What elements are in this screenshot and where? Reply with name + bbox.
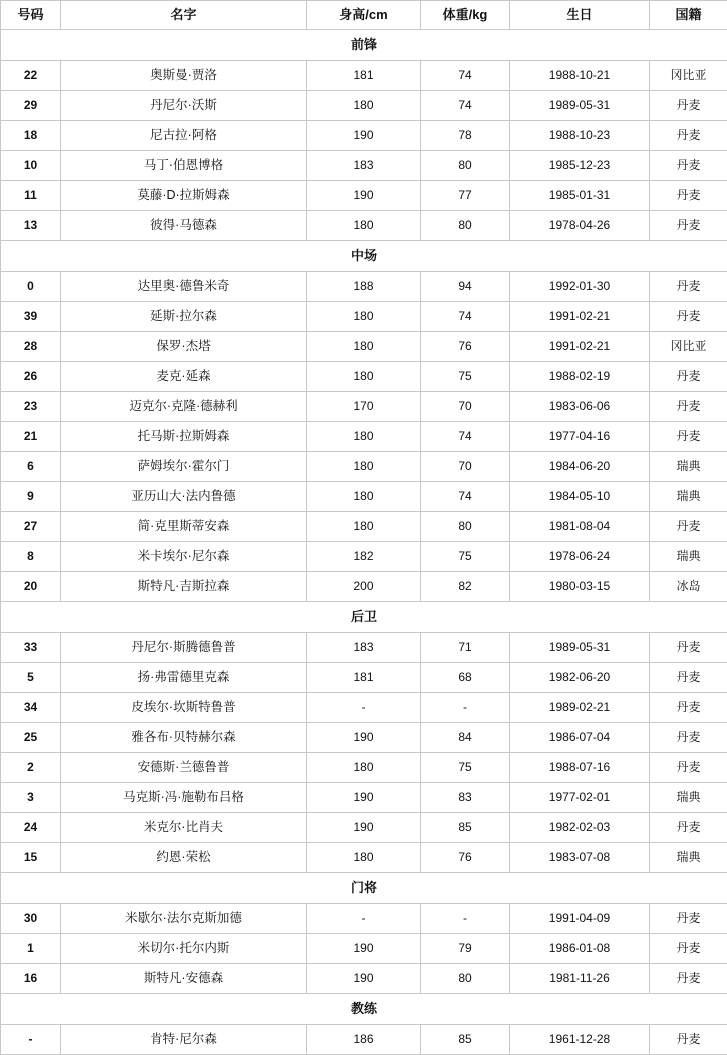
table-row xyxy=(1,813,727,843)
cell-birthday: 1983-07-08 xyxy=(510,843,650,873)
cell-number: - xyxy=(1,1025,61,1055)
cell-weight: 83 xyxy=(421,783,510,813)
table-row xyxy=(1,332,727,362)
cell-nationality: 丹麦 xyxy=(650,362,727,392)
cell-number: 30 xyxy=(1,904,61,934)
cell-weight: 70 xyxy=(421,452,510,482)
cell-birthday: 1981-08-04 xyxy=(510,512,650,542)
cell-name: 迈克尔·克隆·德赫利 xyxy=(61,392,307,422)
cell-nationality: 丹麦 xyxy=(650,91,727,121)
cell-name: 萨姆埃尔·霍尔门 xyxy=(61,452,307,482)
cell-weight: 80 xyxy=(421,211,510,241)
table-row xyxy=(1,753,727,783)
cell-name: 雅各布·贝特赫尔森 xyxy=(61,723,307,753)
table-row xyxy=(1,121,727,151)
cell-nationality: 丹麦 xyxy=(650,151,727,181)
cell-number: 18 xyxy=(1,121,61,151)
cell-birthday: 1988-07-16 xyxy=(510,753,650,783)
cell-number: 6 xyxy=(1,452,61,482)
section-row xyxy=(1,602,727,633)
cell-birthday: 1989-02-21 xyxy=(510,693,650,723)
cell-weight: 78 xyxy=(421,121,510,151)
cell-name: 肯特·尼尔森 xyxy=(61,1025,307,1055)
cell-weight: 74 xyxy=(421,91,510,121)
table-row xyxy=(1,302,727,332)
cell-weight: - xyxy=(421,904,510,934)
table-row xyxy=(1,211,727,241)
cell-birthday: 1984-05-10 xyxy=(510,482,650,512)
cell-birthday: 1988-02-19 xyxy=(510,362,650,392)
table-row xyxy=(1,482,727,512)
cell-nationality: 丹麦 xyxy=(650,663,727,693)
section-title: 教练 xyxy=(1,994,727,1025)
cell-birthday: 1978-04-26 xyxy=(510,211,650,241)
cell-height: 180 xyxy=(307,332,421,362)
cell-weight: 84 xyxy=(421,723,510,753)
cell-name: 丹尼尔·斯腾德鲁普 xyxy=(61,633,307,663)
cell-height: 183 xyxy=(307,633,421,663)
cell-number: 29 xyxy=(1,91,61,121)
cell-height: 200 xyxy=(307,572,421,602)
cell-nationality: 丹麦 xyxy=(650,512,727,542)
cell-height: 181 xyxy=(307,61,421,91)
cell-name: 米切尔·托尔内斯 xyxy=(61,934,307,964)
cell-weight: 82 xyxy=(421,572,510,602)
section-row xyxy=(1,994,727,1025)
cell-number: 11 xyxy=(1,181,61,211)
cell-birthday: 1989-05-31 xyxy=(510,91,650,121)
cell-birthday: 1988-10-21 xyxy=(510,61,650,91)
table-row xyxy=(1,392,727,422)
column-header-height: 身高/cm xyxy=(307,1,421,30)
cell-name: 扬·弗雷德里克森 xyxy=(61,663,307,693)
cell-birthday: 1983-06-06 xyxy=(510,392,650,422)
cell-height: 170 xyxy=(307,392,421,422)
cell-name: 莫藤·D·拉斯姆森 xyxy=(61,181,307,211)
cell-birthday: 1991-04-09 xyxy=(510,904,650,934)
cell-number: 34 xyxy=(1,693,61,723)
cell-number: 33 xyxy=(1,633,61,663)
cell-height: 180 xyxy=(307,843,421,873)
table-row xyxy=(1,572,727,602)
cell-nationality: 丹麦 xyxy=(650,753,727,783)
cell-nationality: 丹麦 xyxy=(650,422,727,452)
cell-birthday: 1981-11-26 xyxy=(510,964,650,994)
cell-nationality: 丹麦 xyxy=(650,934,727,964)
cell-weight: 94 xyxy=(421,272,510,302)
cell-weight: 75 xyxy=(421,753,510,783)
cell-nationality: 瑞典 xyxy=(650,783,727,813)
section-title: 前锋 xyxy=(1,30,727,61)
cell-number: 39 xyxy=(1,302,61,332)
cell-weight: 68 xyxy=(421,663,510,693)
table-row xyxy=(1,663,727,693)
cell-weight: 85 xyxy=(421,1025,510,1055)
cell-number: 25 xyxy=(1,723,61,753)
cell-number: 27 xyxy=(1,512,61,542)
table-row xyxy=(1,91,727,121)
cell-weight: - xyxy=(421,693,510,723)
cell-height: 190 xyxy=(307,813,421,843)
cell-birthday: 1991-02-21 xyxy=(510,302,650,332)
cell-height: 180 xyxy=(307,512,421,542)
cell-name: 保罗·杰塔 xyxy=(61,332,307,362)
cell-height: 190 xyxy=(307,934,421,964)
cell-weight: 77 xyxy=(421,181,510,211)
cell-number: 26 xyxy=(1,362,61,392)
table-row xyxy=(1,934,727,964)
table-header xyxy=(1,1,727,30)
cell-birthday: 1982-02-03 xyxy=(510,813,650,843)
cell-birthday: 1978-06-24 xyxy=(510,542,650,572)
cell-birthday: 1961-12-28 xyxy=(510,1025,650,1055)
cell-number: 16 xyxy=(1,964,61,994)
cell-height: 182 xyxy=(307,542,421,572)
cell-weight: 74 xyxy=(421,482,510,512)
column-header-weight: 体重/kg xyxy=(421,1,510,30)
table-row xyxy=(1,181,727,211)
cell-weight: 74 xyxy=(421,422,510,452)
cell-name: 米克尔·比肖夫 xyxy=(61,813,307,843)
cell-birthday: 1988-10-23 xyxy=(510,121,650,151)
table-row xyxy=(1,151,727,181)
cell-nationality: 丹麦 xyxy=(650,633,727,663)
cell-name: 约恩·荣松 xyxy=(61,843,307,873)
cell-weight: 74 xyxy=(421,302,510,332)
table-row xyxy=(1,422,727,452)
section-row xyxy=(1,241,727,272)
cell-number: 5 xyxy=(1,663,61,693)
cell-height: 188 xyxy=(307,272,421,302)
column-header-name: 名字 xyxy=(61,1,307,30)
cell-nationality: 丹麦 xyxy=(650,1025,727,1055)
cell-name: 丹尼尔·沃斯 xyxy=(61,91,307,121)
cell-name: 马克斯·冯·施勒布吕格 xyxy=(61,783,307,813)
cell-number: 15 xyxy=(1,843,61,873)
cell-birthday: 1986-01-08 xyxy=(510,934,650,964)
cell-name: 米歇尔·法尔克斯加德 xyxy=(61,904,307,934)
cell-height: 190 xyxy=(307,181,421,211)
cell-birthday: 1980-03-15 xyxy=(510,572,650,602)
cell-name: 斯特凡·吉斯拉森 xyxy=(61,572,307,602)
cell-number: 3 xyxy=(1,783,61,813)
cell-weight: 75 xyxy=(421,542,510,572)
cell-birthday: 1986-07-04 xyxy=(510,723,650,753)
cell-weight: 74 xyxy=(421,61,510,91)
table-row xyxy=(1,783,727,813)
cell-weight: 70 xyxy=(421,392,510,422)
column-header-number: 号码 xyxy=(1,1,61,30)
cell-height: 186 xyxy=(307,1025,421,1055)
cell-name: 斯特凡·安德森 xyxy=(61,964,307,994)
cell-height: 180 xyxy=(307,422,421,452)
cell-weight: 75 xyxy=(421,362,510,392)
cell-height: - xyxy=(307,693,421,723)
cell-nationality: 丹麦 xyxy=(650,302,727,332)
cell-weight: 76 xyxy=(421,843,510,873)
table-row xyxy=(1,843,727,873)
cell-number: 9 xyxy=(1,482,61,512)
section-title: 门将 xyxy=(1,873,727,904)
cell-number: 8 xyxy=(1,542,61,572)
header-row xyxy=(1,1,727,30)
cell-height: 180 xyxy=(307,753,421,783)
cell-weight: 79 xyxy=(421,934,510,964)
cell-number: 1 xyxy=(1,934,61,964)
cell-birthday: 1977-04-16 xyxy=(510,422,650,452)
table-body xyxy=(1,30,727,1055)
cell-number: 20 xyxy=(1,572,61,602)
table-row xyxy=(1,633,727,663)
cell-nationality: 瑞典 xyxy=(650,482,727,512)
cell-height: 180 xyxy=(307,482,421,512)
table-row xyxy=(1,272,727,302)
cell-birthday: 1984-06-20 xyxy=(510,452,650,482)
cell-nationality: 冈比亚 xyxy=(650,61,727,91)
cell-number: 24 xyxy=(1,813,61,843)
cell-name: 尼古拉·阿格 xyxy=(61,121,307,151)
cell-height: 180 xyxy=(307,362,421,392)
cell-height: 190 xyxy=(307,783,421,813)
cell-birthday: 1977-02-01 xyxy=(510,783,650,813)
table-row xyxy=(1,362,727,392)
cell-weight: 85 xyxy=(421,813,510,843)
cell-number: 28 xyxy=(1,332,61,362)
table-row xyxy=(1,512,727,542)
cell-name: 延斯·拉尔森 xyxy=(61,302,307,332)
cell-name: 托马斯·拉斯姆森 xyxy=(61,422,307,452)
section-row xyxy=(1,873,727,904)
cell-weight: 80 xyxy=(421,512,510,542)
cell-nationality: 丹麦 xyxy=(650,272,727,302)
table-row xyxy=(1,904,727,934)
cell-weight: 80 xyxy=(421,964,510,994)
cell-nationality: 冰岛 xyxy=(650,572,727,602)
cell-weight: 71 xyxy=(421,633,510,663)
cell-number: 2 xyxy=(1,753,61,783)
cell-name: 安德斯·兰德鲁普 xyxy=(61,753,307,783)
cell-height: 183 xyxy=(307,151,421,181)
cell-name: 皮埃尔·坎斯特鲁普 xyxy=(61,693,307,723)
cell-weight: 76 xyxy=(421,332,510,362)
section-row xyxy=(1,30,727,61)
cell-nationality: 丹麦 xyxy=(650,904,727,934)
cell-number: 21 xyxy=(1,422,61,452)
cell-nationality: 瑞典 xyxy=(650,452,727,482)
cell-birthday: 1985-01-31 xyxy=(510,181,650,211)
cell-height: 180 xyxy=(307,302,421,332)
cell-nationality: 丹麦 xyxy=(650,211,727,241)
cell-birthday: 1982-06-20 xyxy=(510,663,650,693)
cell-number: 13 xyxy=(1,211,61,241)
table-row xyxy=(1,723,727,753)
column-header-birthday: 生日 xyxy=(510,1,650,30)
cell-height: 180 xyxy=(307,91,421,121)
cell-nationality: 丹麦 xyxy=(650,121,727,151)
cell-number: 22 xyxy=(1,61,61,91)
section-title: 后卫 xyxy=(1,602,727,633)
cell-number: 23 xyxy=(1,392,61,422)
cell-nationality: 丹麦 xyxy=(650,813,727,843)
table-row xyxy=(1,61,727,91)
table-row xyxy=(1,1025,727,1055)
cell-height: 190 xyxy=(307,121,421,151)
cell-nationality: 瑞典 xyxy=(650,843,727,873)
cell-name: 亚历山大·法内鲁德 xyxy=(61,482,307,512)
cell-nationality: 丹麦 xyxy=(650,181,727,211)
column-header-nationality: 国籍 xyxy=(650,1,727,30)
table-row xyxy=(1,542,727,572)
cell-nationality: 丹麦 xyxy=(650,964,727,994)
cell-birthday: 1992-01-30 xyxy=(510,272,650,302)
cell-height: 180 xyxy=(307,452,421,482)
cell-birthday: 1991-02-21 xyxy=(510,332,650,362)
table-row xyxy=(1,693,727,723)
cell-name: 简·克里斯蒂安森 xyxy=(61,512,307,542)
cell-nationality: 丹麦 xyxy=(650,693,727,723)
cell-name: 彼得·马德森 xyxy=(61,211,307,241)
cell-birthday: 1989-05-31 xyxy=(510,633,650,663)
cell-number: 10 xyxy=(1,151,61,181)
cell-height: 190 xyxy=(307,964,421,994)
cell-name: 达里奥·德鲁米奇 xyxy=(61,272,307,302)
cell-weight: 80 xyxy=(421,151,510,181)
cell-nationality: 丹麦 xyxy=(650,723,727,753)
cell-birthday: 1985-12-23 xyxy=(510,151,650,181)
cell-height: 181 xyxy=(307,663,421,693)
cell-number: 0 xyxy=(1,272,61,302)
cell-name: 奥斯曼·贾洛 xyxy=(61,61,307,91)
cell-name: 麦克·延森 xyxy=(61,362,307,392)
cell-nationality: 瑞典 xyxy=(650,542,727,572)
cell-name: 米卡埃尔·尼尔森 xyxy=(61,542,307,572)
table-row xyxy=(1,964,727,994)
table-row xyxy=(1,452,727,482)
cell-name: 马丁·伯恩博格 xyxy=(61,151,307,181)
cell-nationality: 冈比亚 xyxy=(650,332,727,362)
section-title: 中场 xyxy=(1,241,727,272)
cell-height: - xyxy=(307,904,421,934)
cell-nationality: 丹麦 xyxy=(650,392,727,422)
cell-height: 190 xyxy=(307,723,421,753)
cell-height: 180 xyxy=(307,211,421,241)
